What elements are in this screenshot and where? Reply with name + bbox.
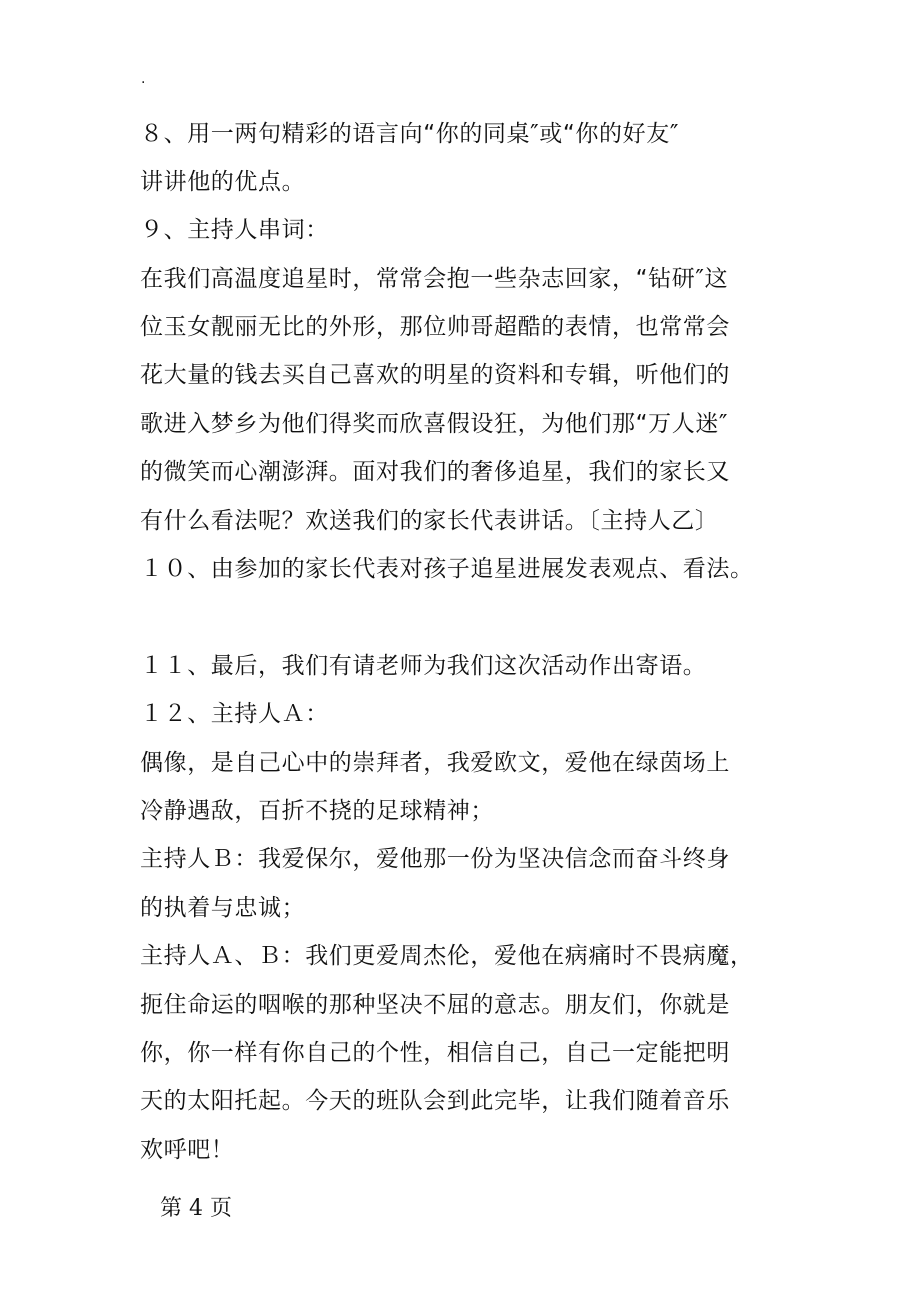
text-line-host-speech-6: 有什么看法呢？欢送我们的家长代表讲话。〔主持人乙〕 [140,508,719,534]
text-line-host-speech-4: 歌进入梦乡为他们得奖而欣喜假设狂，为他们那“万人迷″ [140,411,729,437]
text-line-host-ab-4: 天的太阳托起。今天的班队会到此完毕，让我们随着音乐 [140,1088,730,1114]
page-number: 第 4 页 [160,1196,232,1221]
text-line-host-a-1: 偶像，是自己心中的崇拜者，我爱欧文，爱他在绿茵场上 [140,750,730,776]
text-line-item-12: １２、主持人Ａ： [140,701,329,727]
text-line-host-ab-3: 你，你一样有你自己的个性，相信自己，自己一定能把明 [140,1040,730,1066]
text-line-item-8-cont: 讲讲他的优点。 [140,169,306,195]
text-line-item-10: １０、由参加的家长代表对孩子追星进展发表观点、看法。 [140,556,754,582]
text-line-host-b-2: 的执着与忠诚； [140,895,306,921]
text-line-host-ab-1: 主持人Ａ、Ｂ：我们更爱周杰伦，爱他在病痛时不畏病魔， [140,943,754,969]
text-line-host-speech-3: 花大量的钱去买自己喜欢的明星的资料和专辑，听他们的 [140,362,730,388]
text-line-item-9: ９、主持人串词： [140,217,329,243]
text-line-host-speech-2: 位玉女靓丽无比的外形，那位帅哥超酷的表情，也常常会 [140,314,730,340]
text-line-item-11: １１、最后，我们有请老师为我们这次活动作出寄语。 [140,653,707,679]
text-line-host-speech-1: 在我们高温度追星时，常常会抱一些杂志回家，“钻研″这 [140,266,729,292]
text-line-host-ab-5: 欢呼吧！ [140,1137,235,1163]
text-line-host-a-2: 冷静遇敌，百折不挠的足球精神； [140,798,494,824]
text-line-host-ab-2: 扼住命运的咽喉的那种坚决不屈的意志。朋友们，你就是 [140,992,730,1018]
header-dot: · [141,75,146,91]
text-line-host-b-1: 主持人Ｂ：我爱保尔，爱他那一份为坚决信念而奋斗终身 [140,846,730,872]
text-line-item-8: ８、用一两句精彩的语言向“你的同桌″或“你的好友″ [140,121,680,147]
text-line-host-speech-5: 的微笑而心潮澎湃。面对我们的奢侈追星，我们的家长又 [140,459,730,485]
